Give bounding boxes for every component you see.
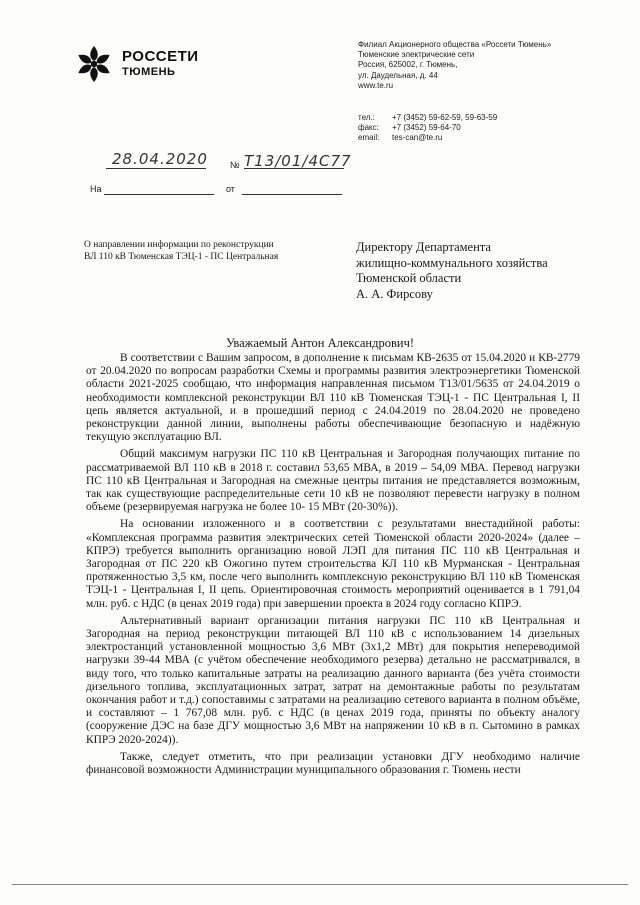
outgoing-number: Т13/01/4С77 xyxy=(244,152,352,170)
addressee-line: жилищно-коммунального хозяйства xyxy=(356,255,548,270)
contact-label: email: xyxy=(358,133,380,143)
contact-email xyxy=(358,133,628,143)
contact-fax xyxy=(358,123,628,133)
logo-city-name: ТЮМЕНЬ xyxy=(122,66,176,78)
reference-label: На xyxy=(90,184,102,194)
reference-date-label: от xyxy=(226,184,235,194)
registration-block xyxy=(84,150,364,200)
date-underline xyxy=(106,168,206,169)
addressee-block xyxy=(356,240,626,302)
letter-subject: О направлении информации по реконструкции ВЛ 110 кВ Тюменская ТЭЦ-1 - ПС Центральная xyxy=(84,240,279,262)
letter-body xyxy=(86,352,580,781)
org-line: Тюменские электрические сети xyxy=(358,50,475,60)
org-website: www.te.ru xyxy=(358,80,394,90)
organization-details xyxy=(358,40,628,91)
contact-phone xyxy=(358,113,628,123)
number-underline xyxy=(244,168,344,169)
org-line: Россия, 625002, г. Тюмень, xyxy=(358,60,458,70)
contact-value: tes-can@te.ru xyxy=(392,133,443,143)
contact-details xyxy=(358,113,628,144)
contact-value: +7 (3452) 59-62-59, 59-63-59 xyxy=(392,113,498,122)
body-paragraph: На основании изложенного и в соответствии с результатами внестадийной работы: «Комплексная программа развития электрических сетей Тюменской области 2020-2024» (далее – КПРЭ) требуется выполнить организацию новой ЛЭП для питания ПС 110 кВ Центральная и Загородная от ПС 220 кВ Ожогино путем строительства КЛ 110 кВ Мурманская - Центральная протяженностью 3,5 км, после чего выполнить комплексную реконструкцию ВЛ 110 кВ Тюменская ТЭЦ-1 - Центральная I, II цепь. Ориентировочная стоимость мероприятий оценивается в 1 791,04 млн. руб. с НДС (в ценах 2019 года) при завершении проекта в 2024 году согласно КПРЭ. xyxy=(86,518,580,610)
contact-label: факс: xyxy=(358,123,379,133)
number-label: № xyxy=(230,160,240,170)
reference-date-underline xyxy=(242,194,342,195)
page-bottom-edge xyxy=(12,884,628,885)
outgoing-date: 28.04.2020 xyxy=(112,150,208,168)
body-paragraph: В соответствии с Вашим запросом, в дополнение к письмам КВ-2635 от 15.04.2020 и КВ-2779 от 20.04.2020 по вопросам разработки Схемы и программы развития электроэнергетики Тюменской области 2021-2025 сообщаю, что информация направленная письмом Т13/01/5635 от 24.04.2019 о необходимости комплексной реконструкции ВЛ 110 кВ Тюменская ТЭЦ-1 - ПС Центральная I, II цепь является актуальной, и в прошедший период с 24.04.2019 по 28.04.2020 не проведено реконструкции данной линии, выполнены работы обеспечивающие безопасную и надёжную текущую эксплуатацию ВЛ. xyxy=(86,352,580,444)
org-line: Филиал Акционерного общества «Россети Тюмень» xyxy=(358,40,552,49)
addressee-line: Тюменской области xyxy=(356,271,462,285)
reference-underline xyxy=(104,194,214,195)
rosseti-logo-icon xyxy=(72,42,116,86)
company-logo xyxy=(72,42,272,92)
logo-company-name: РОССЕТИ xyxy=(122,48,199,65)
contact-label: тел.: xyxy=(358,113,375,122)
contact-value: +7 (3452) 59-64-70 xyxy=(392,123,461,133)
body-paragraph: Альтернативный вариант организации питания нагрузки ПС 110 кВ Центральная и Загородная на период реконструкции питающей ВЛ 110 кВ с использованием 14 дизельных электростанций установленной мощностью 3,6 МВт (3х1,2 МВт) для покрытия непереводимой нагрузки 39-44 МВА (с учётом обеспечение необходимого резерва) детально не рассматривался, в виду того, что только капитальные затраты на реализацию данного варианта (без учёта стоимости дизельного топлива, эксплуатационных затрат, затрат на демонтажные работы по результатам окончания работ и т.д.) сопоставимы с затратами на реализацию сетевого варианта в полном объёме, и составляют – 1 767,08 млн. руб. с НДС (в ценах 2019 года, приняты по объекту аналогу (сооружение ДЭС на базе ДГУ мощностью 3,6 МВт на напряжении 10 кВ в п. Сытомино в рамках КПРЭ 2020-2024)). xyxy=(86,614,580,746)
body-paragraph: Общий максимум нагрузки ПС 110 кВ Центральная и Загородная получающих питание по рассматриваемой ВЛ 110 кВ в 2018 г. составил 53,65 МВА, в 2019 – 54,09 МВА. Перевод нагрузки ПС 110 кВ Центральная и Загородная на смежные центры питания не представляется возможным, так как существующие распределительные сети 10 кВ не позволяют перевести нагрузку в полном объеме (резервируемая нагрузка не более 10- 15 МВт (20-30%)). xyxy=(86,448,580,514)
salutation: Уважаемый Антон Александрович! xyxy=(225,336,415,350)
addressee-name: А. А. Фирсову xyxy=(356,286,433,301)
addressee-line: Директору Департамента xyxy=(356,240,491,254)
org-line: ул. Даудельная, д. 44 xyxy=(358,70,438,80)
body-paragraph: Также, следует отметить, что при реализации установки ДГУ необходимо наличие финансовой возможности Администрации муниципального образования г. Тюмень нести xyxy=(86,750,580,777)
